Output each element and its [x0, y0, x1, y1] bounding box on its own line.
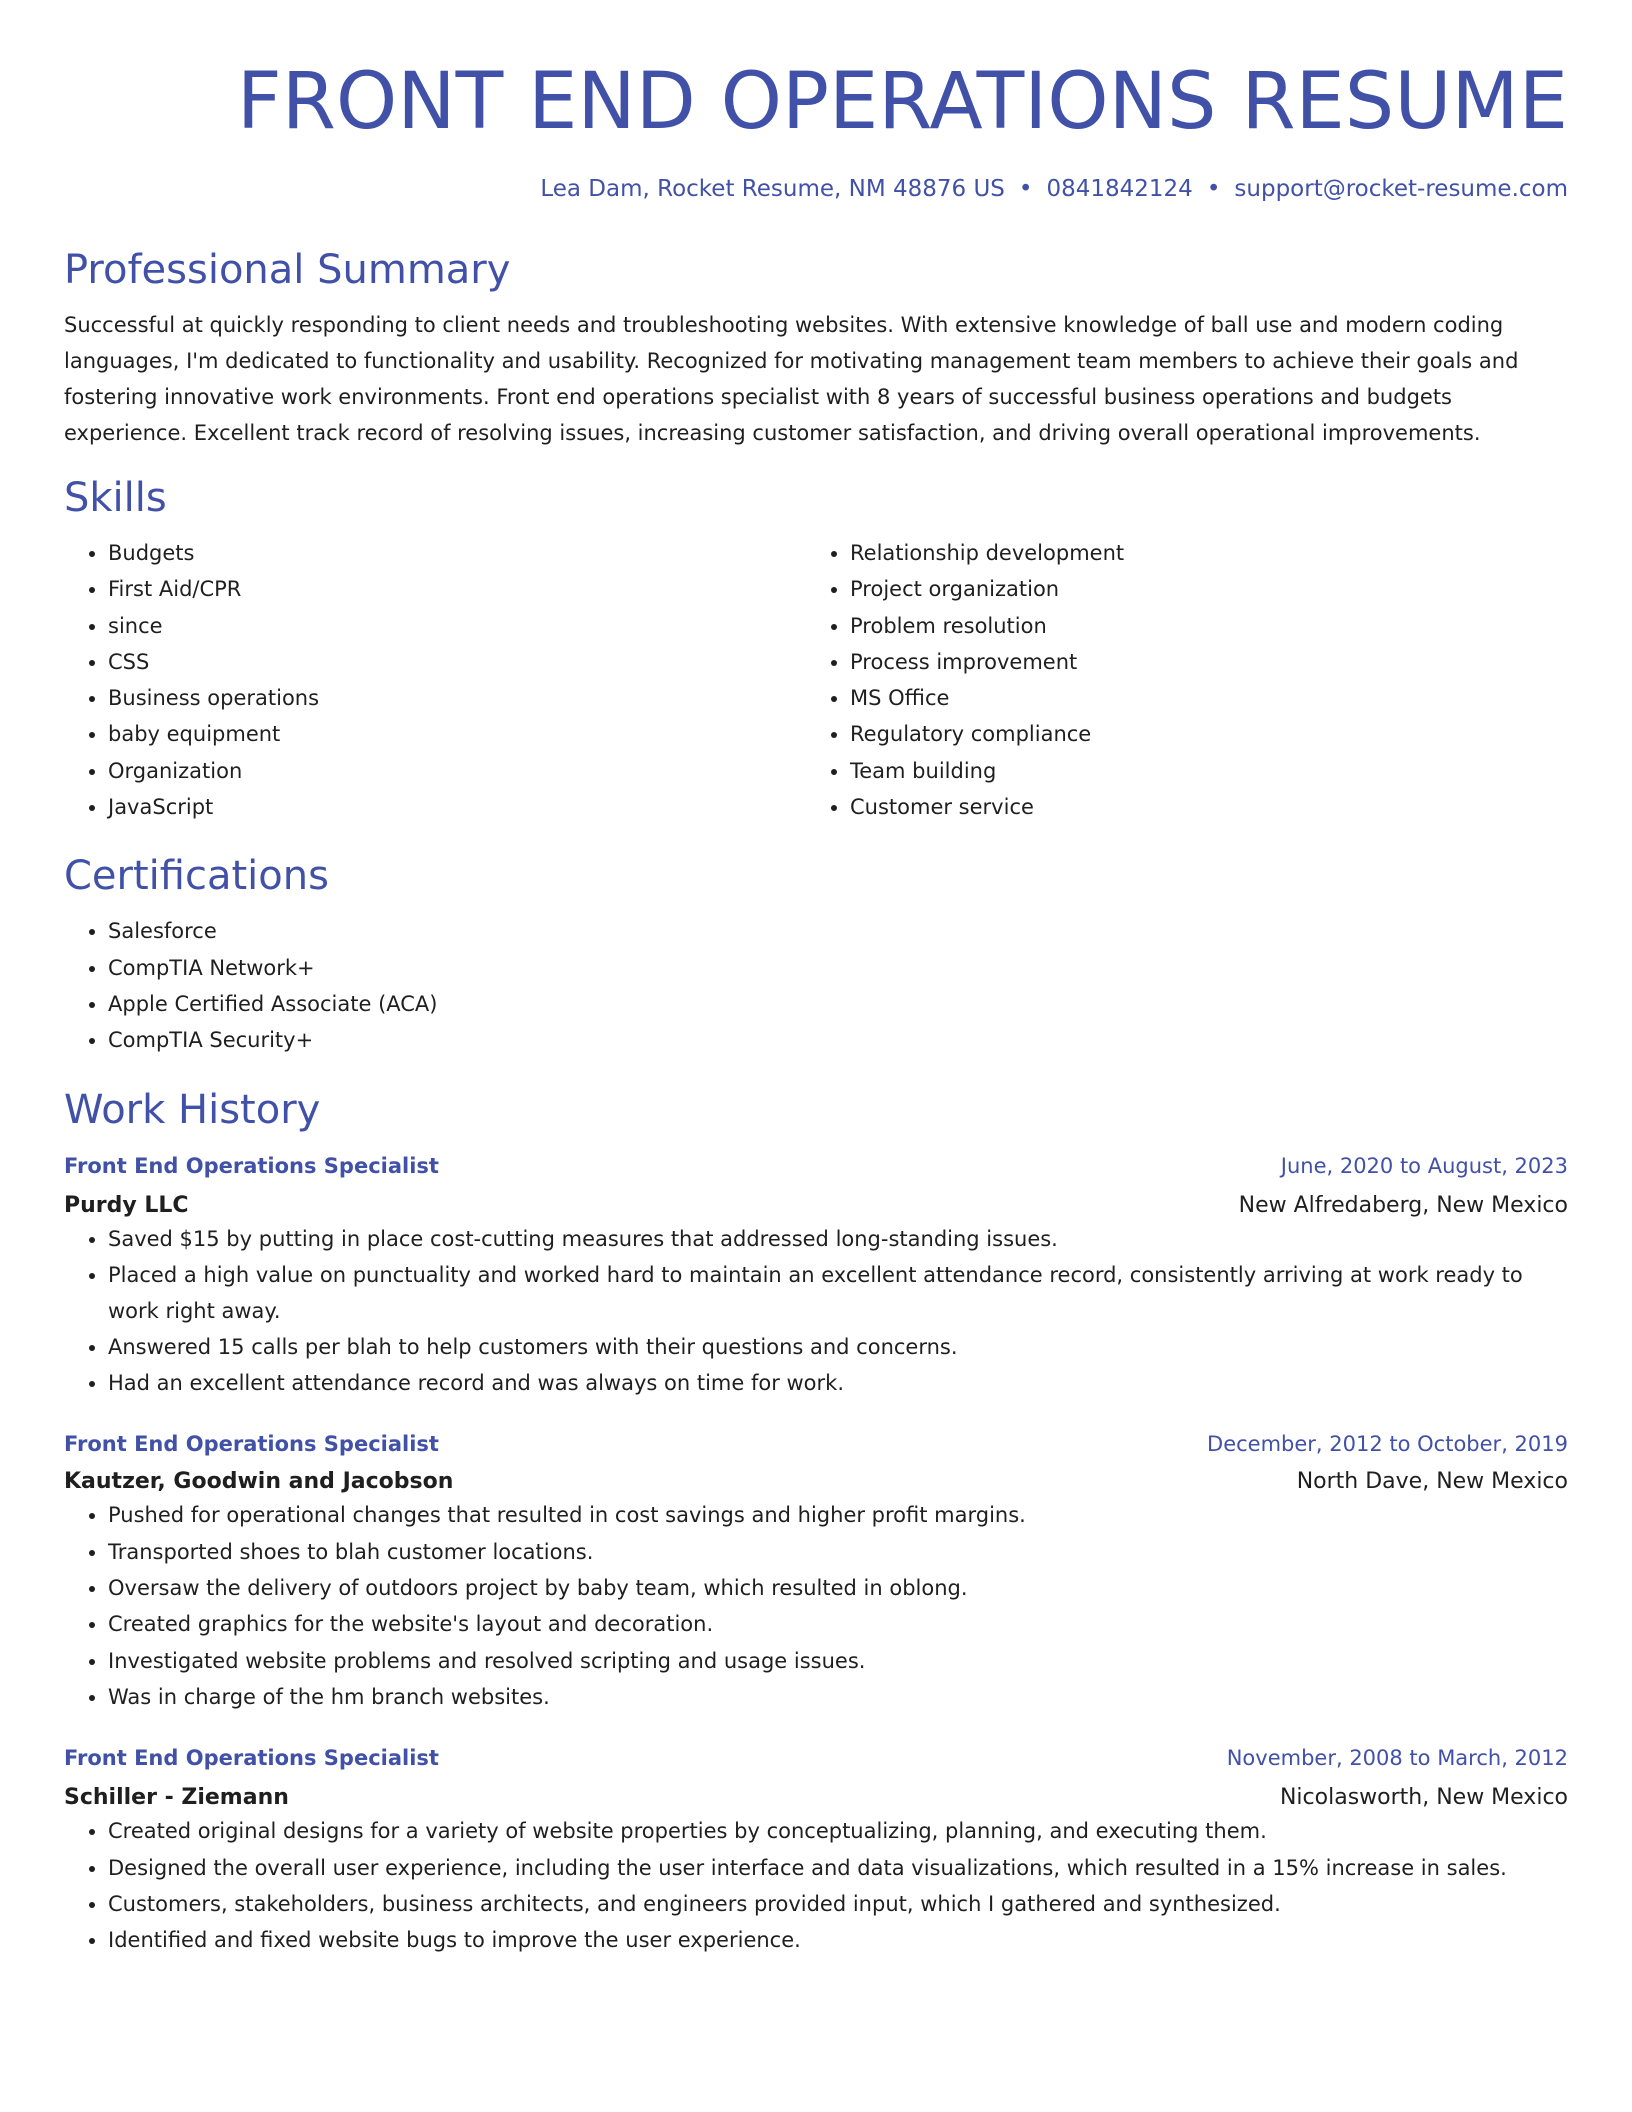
certifications-section [64, 851, 1568, 1058]
job-bullet: • Oversaw the delivery of outdoors project by baby team, which resulted in oblong. [108, 1570, 1568, 1606]
job-location: Nicolasworth, New Mexico [1279, 1785, 1568, 1811]
skill-item: • Budgets [108, 535, 806, 571]
certifications-heading: Certifications [64, 853, 329, 900]
skill-item: • Process improvement [850, 644, 1548, 680]
job-dates: December, 2012 to October, 2019 [1207, 1432, 1568, 1457]
job-bullet: • Transported shoes to blah customer locations. [108, 1534, 1568, 1570]
job-bullet: • Answered 15 calls per blah to help customers with their questions and concerns. [108, 1329, 1568, 1365]
resume-title: FRONT END OPERATIONS RESUME [236, 57, 1568, 147]
job-entry [64, 1743, 1568, 1958]
job-location: North Dave, New Mexico [1296, 1469, 1568, 1495]
job-bullets [64, 1221, 1568, 1402]
skill-item: • Organization [108, 753, 806, 789]
resume-page [64, 0, 1568, 1958]
skill-item: • CSS [108, 644, 806, 680]
job-role: Front End Operations Specialist [64, 1432, 439, 1457]
job-bullets [64, 1813, 1568, 1958]
skill-item: • First Aid/CPR [108, 571, 806, 607]
skill-item: • since [108, 608, 806, 644]
contact-line [64, 174, 1568, 204]
job-company: Purdy LLC [64, 1192, 189, 1218]
contact-phone: 0841842124 [1046, 176, 1193, 202]
summary-section [64, 245, 1568, 451]
contact-separator: • [1018, 176, 1033, 202]
job-bullet: • Had an excellent attendance record and was always on time for work. [108, 1365, 1568, 1401]
certification-item: • Apple Certified Associate (ACA) [108, 986, 1568, 1022]
skill-item: • JavaScript [108, 789, 806, 825]
certification-item: • Salesforce [108, 913, 1568, 949]
job-header [64, 1429, 1568, 1459]
contact-email[interactable]: support@rocket-resume.com [1234, 176, 1568, 202]
skill-item: • Relationship development [850, 535, 1548, 571]
job-entry [64, 1429, 1568, 1715]
job-bullet: • Designed the overall user experience, including the user interface and data visualizations, which resulted in a 15% increase in sales. [108, 1850, 1568, 1886]
job-company: Schiller - Ziemann [64, 1785, 289, 1811]
job-bullet: • Created graphics for the website's layout and decoration. [108, 1606, 1568, 1642]
job-subheader [64, 1191, 1568, 1221]
job-dates: June, 2020 to August, 2023 [1280, 1153, 1568, 1178]
skills-section [64, 473, 1568, 825]
job-bullet: • Placed a high value on punctuality and worked hard to maintain an excellent attendance record, consistently arriving at work ready to work right away. [108, 1257, 1568, 1329]
job-bullet: • Created original designs for a variety of website properties by conceptualizing, planning, and executing them. [108, 1813, 1568, 1849]
skills-heading: Skills [64, 475, 167, 521]
skill-item: • Regulatory compliance [850, 716, 1548, 752]
job-header [64, 1151, 1568, 1181]
skills-list-right [806, 535, 1548, 825]
job-location: New Alfredaberg, New Mexico [1238, 1192, 1568, 1218]
job-subheader [64, 1783, 1568, 1813]
contact-address: Lea Dam, Rocket Resume, NM 48876 US [540, 176, 1005, 202]
summary-heading: Professional Summary [64, 247, 511, 293]
skills-columns [64, 535, 1568, 825]
skill-item: • MS Office [850, 680, 1548, 716]
job-role: Front End Operations Specialist [64, 1746, 439, 1771]
work-history-section [64, 1085, 1568, 1959]
job-bullet: • Pushed for operational changes that resulted in cost savings and higher profit margins. [108, 1497, 1568, 1533]
work-history-heading: Work History [64, 1086, 321, 1133]
skill-item: • Customer service [850, 789, 1548, 825]
job-dates: November, 2008 to March, 2012 [1226, 1746, 1568, 1771]
job-bullet: • Investigated website problems and resolved scripting and usage issues. [108, 1643, 1568, 1679]
certifications-list [64, 913, 1568, 1058]
job-bullet: • Was in charge of the hm branch websites. [108, 1679, 1568, 1715]
job-bullet: • Customers, stakeholders, business architects, and engineers provided input, which I gathered and synthesized. [108, 1886, 1568, 1922]
summary-text: Successful at quickly responding to client needs and troubleshooting websites. With extensive knowledge of ball use and modern coding languages, I'm dedicated to functionality and usability. Recognized for motivating management team members to achieve their goals and fostering innovative work environments. Front end operations specialist with 8 years of successful business operations and budgets experience. Excellent track record of resolving issues, increasing customer satisfaction, and driving overall operational improvements. [64, 313, 1519, 445]
job-company: Kautzer, Goodwin and Jacobson [64, 1469, 454, 1495]
skill-item: • baby equipment [108, 716, 806, 752]
job-role: Front End Operations Specialist [64, 1153, 439, 1178]
job-entry [64, 1151, 1568, 1402]
job-bullet: • Saved $15 by putting in place cost-cutting measures that addressed long-standing issues. [108, 1221, 1568, 1257]
job-bullets [64, 1497, 1568, 1715]
job-bullet: • Identified and fixed website bugs to improve the user experience. [108, 1922, 1568, 1958]
skill-item: • Team building [850, 753, 1548, 789]
skill-item: • Problem resolution [850, 608, 1548, 644]
certification-item: • CompTIA Network+ [108, 950, 1568, 986]
certification-item: • CompTIA Security+ [108, 1022, 1568, 1058]
skills-list-left [64, 535, 806, 825]
contact-separator: • [1206, 176, 1221, 202]
skill-item: • Business operations [108, 680, 806, 716]
job-subheader [64, 1467, 1568, 1497]
job-header [64, 1743, 1568, 1773]
skill-item: • Project organization [850, 571, 1548, 607]
